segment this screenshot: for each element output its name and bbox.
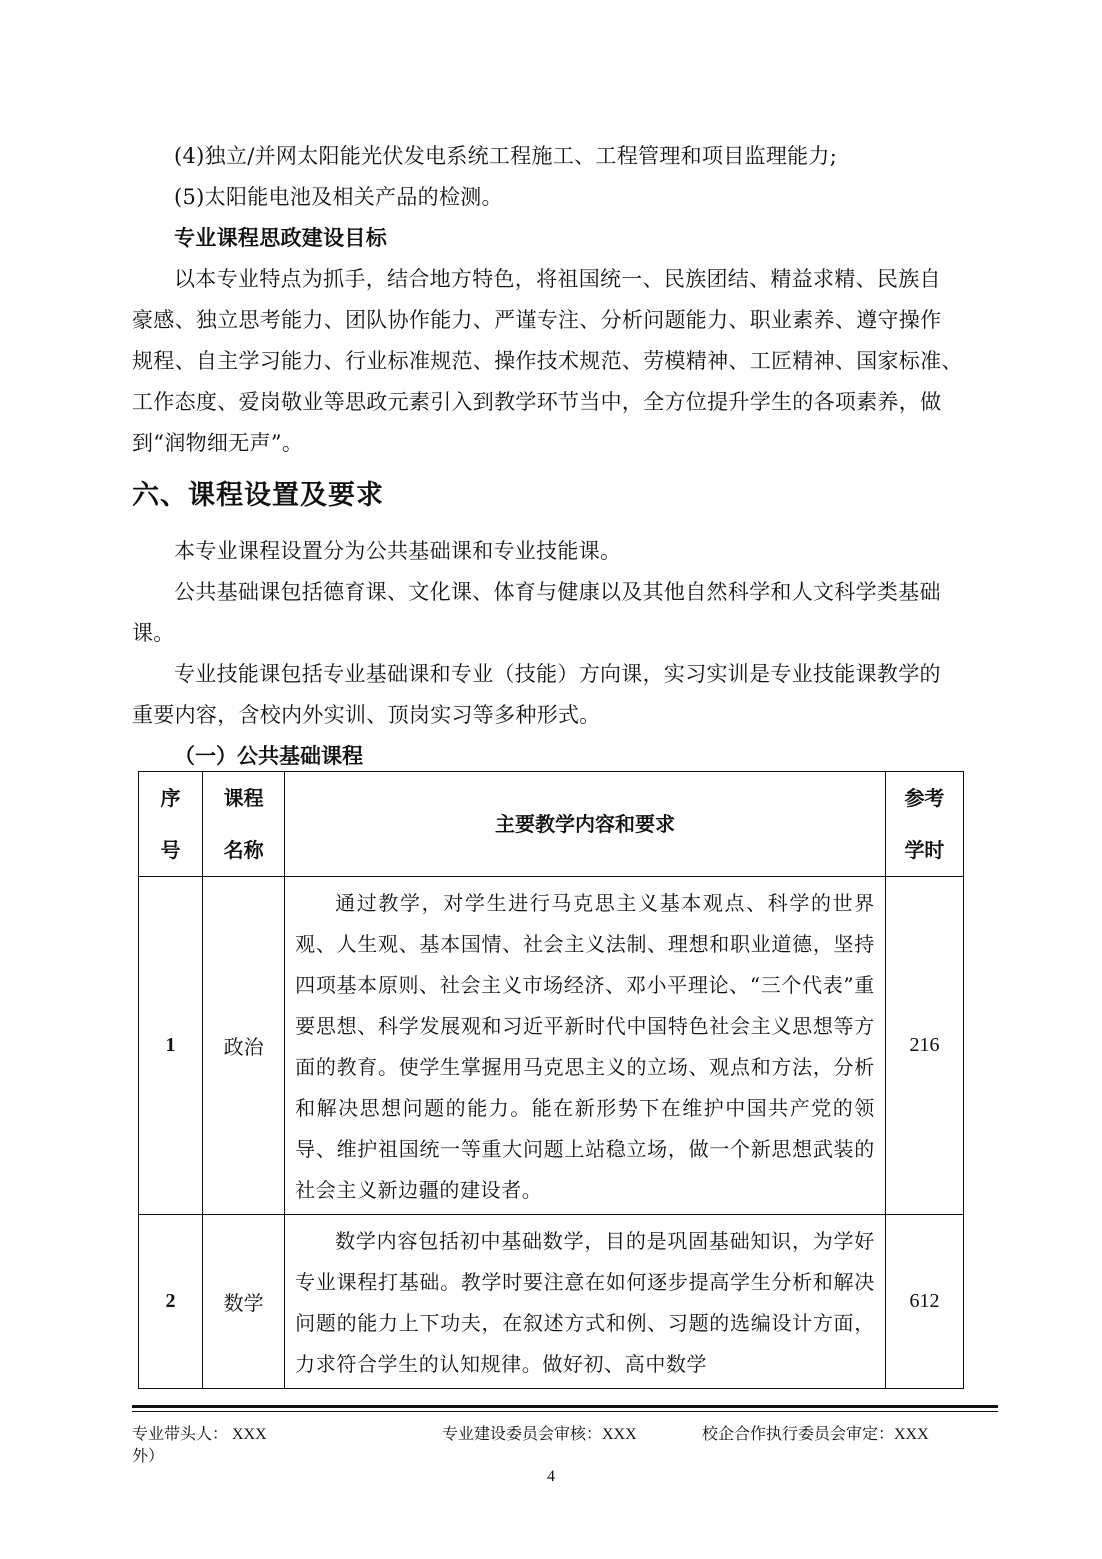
row-number: 2 [139, 1215, 203, 1389]
row-number: 1 [139, 877, 203, 1215]
paragraph-line: 本专业课程设置分为公共基础课和专业技能课。 [174, 539, 622, 563]
footer-divider [132, 1405, 998, 1408]
paragraph-line: 以本专业特点为抓手，结合地方特色，将祖国统一、民族团结、精益求精、民族自 [174, 267, 941, 291]
footer-committee: 专业建设委员会审核：XXX [442, 1426, 637, 1443]
header-name-line1: 课程 [223, 786, 264, 810]
paragraph-line: 工作态度、爱岗敬业等思政元素引入到教学环节当中，全方位提升学生的各项素养，做 [132, 390, 942, 414]
footer-enterprise: 校企合作执行委员会审定：XXX [702, 1426, 929, 1443]
paragraph-line: 豪感、独立思考能力、团队协作能力、严谨专注、分析问题能力、职业素养、遵守操作 [132, 308, 942, 332]
section-title: 六、课程设置及要求 [132, 480, 384, 511]
header-hours [885, 772, 963, 877]
paragraph-line: 专业技能课包括专业基础课和专业（技能）方向课，实习实训是专业技能课教学的 [174, 662, 941, 686]
header-content: 主要教学内容和要求 [285, 772, 886, 877]
subsection-title: （一）公共基础课程 [174, 744, 363, 768]
footer-leader: 专业带头人： XXX [132, 1426, 267, 1443]
page-number: 4 [547, 1468, 555, 1485]
course-content: 通过教学，对学生进行马克思主义基本观点、科学的世界观、人生观、基本国情、社会主义法制、理想和职业道德，坚持四项基本原则、社会主义市场经济、邓小平理论、“三个代表”重要思想、科学发展观和习近平新时代中国特色社会主义思想等方面的教育。使学生掌握用马克思主义的立场、观点和方法，分析和解决思想问题的能力。能在新形势下在维护中国共产党的领导、维护祖国统一等重大问题上站稳立场，做一个新思想武装的社会主义新边疆的建设者。 [285, 877, 886, 1215]
footer-divider-thin [132, 1411, 998, 1412]
paragraph-line: 到“润物细无声”。 [132, 431, 304, 455]
header-no-line2: 号 [160, 838, 181, 862]
paragraph-line: 规程、自主学习能力、行业标准规范、操作技术规范、劳模精神、工匠精神、国家标准、 [132, 349, 963, 373]
public-courses-table [138, 771, 964, 1389]
header-hours-line1: 参考 [904, 786, 945, 810]
footer-leader-continued: 外） [132, 1448, 165, 1465]
paragraph-line: 公共基础课包括德育课、文化课、体育与健康以及其他自然科学和人文科学类基础 [174, 580, 941, 604]
header-no [139, 772, 203, 877]
header-course-name [203, 772, 285, 877]
table-row [139, 1215, 964, 1389]
table-header-row [139, 772, 964, 877]
course-name: 政治 [203, 877, 285, 1215]
course-content: 数学内容包括初中基础数学，目的是巩固基础知识，为学好专业课程打基础。教学时要注意在如何逐步提高学生分析和解决问题的能力上下功夫，在叙述方式和例、习题的选编设计方面，力求符合学生的认知规律。做好初、高中数学 [285, 1215, 886, 1389]
subheading-ideology-goals: 专业课程思政建设目标 [174, 226, 387, 250]
header-hours-line2: 学时 [904, 838, 945, 862]
paragraph-line: 课。 [132, 621, 175, 645]
header-no-line1: 序 [160, 786, 181, 810]
list-item-4: (4)独立/并网太阳能光伏发电系统工程施工、工程管理和项目监理能力; [174, 144, 838, 168]
list-item-5: (5)太阳能电池及相关产品的检测。 [174, 185, 503, 209]
header-name-line2: 名称 [223, 838, 264, 862]
paragraph-line: 重要内容，含校内外实训、顶岗实习等多种形式。 [132, 703, 601, 727]
table-row [139, 877, 964, 1215]
course-hours: 216 [885, 877, 963, 1215]
course-hours: 612 [885, 1215, 963, 1389]
course-name: 数学 [203, 1215, 285, 1389]
